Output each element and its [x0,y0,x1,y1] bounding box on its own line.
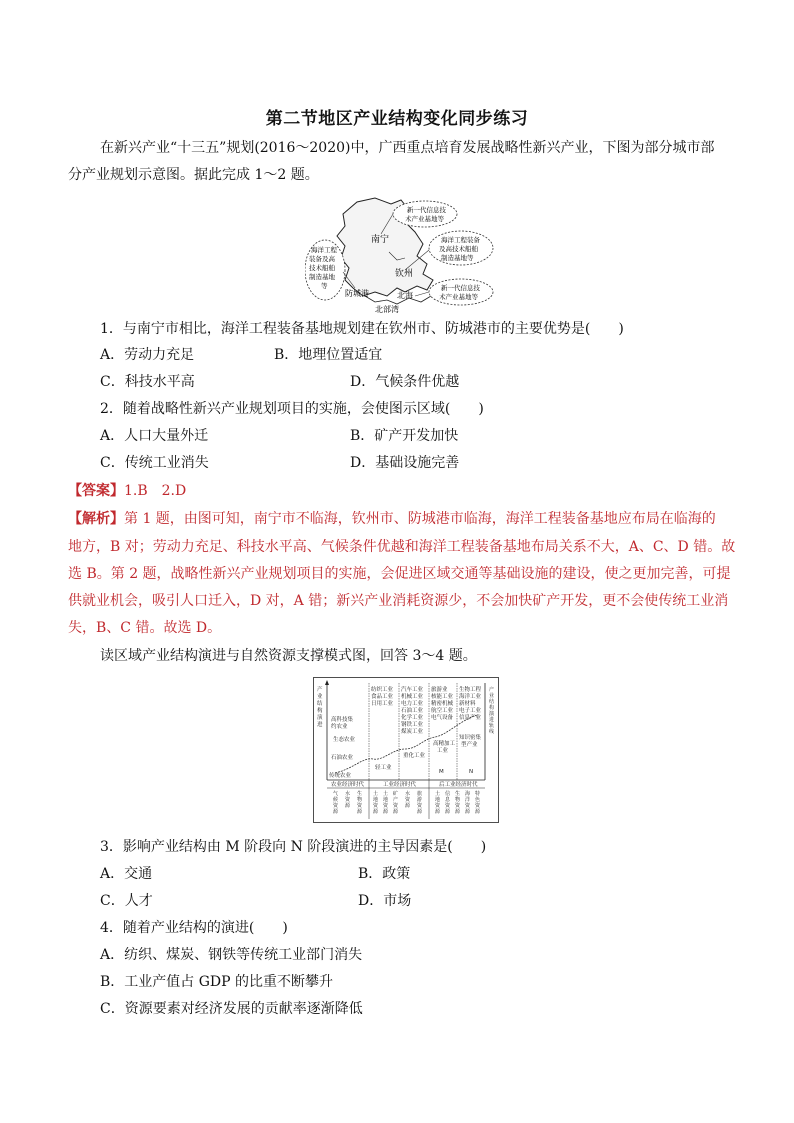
col3-item-8: 重化工业 [403,753,426,759]
col5-item-1: 生物工程 [459,687,482,693]
map-city-beibuwan: 北部湾 [375,305,399,314]
resource-col-4-char-4: 源 [373,809,379,815]
map-callout-1 [393,201,457,227]
era-industrial: 工业经济时代 [383,782,417,788]
map-callout-4-line2: 术产业基地等 [439,293,478,301]
col1-item-4: 石油农业 [331,755,354,761]
resource-col-5-char-3: 资 [383,803,389,809]
map-callout-2-line2: 及高技术船舶 [439,245,478,253]
col5-item-4: 电子工业 [459,708,482,714]
map-callout-4-line1: 新一代信息技 [441,284,480,292]
resource-col-12-char-1: 海 [465,791,471,797]
right-axis-char-7: 轨 [489,723,495,729]
resource-col-5-char-4: 源 [383,809,389,815]
resource-col-12-char-3: 资 [465,803,471,809]
resource-col-7-char-3: 源 [405,803,411,809]
analysis-line-1 [68,508,716,528]
col4-item-3: 精密机械 [431,701,454,707]
era-agriculture: 农业经济时代 [331,782,365,788]
col1-item-2: 约农业 [331,724,348,730]
map-callout-1-line2: 术产业基地等 [405,215,444,223]
answer-text: 1.B 2.D [124,483,187,499]
analysis-line-5: 失，B、C 错。故选 D。 [68,620,222,636]
resource-col-11-char-3: 资 [455,803,461,809]
answer-line [68,480,186,500]
col1-item-1: 高科技集 [331,717,354,723]
col4-stage-m: M [439,769,444,775]
resource-col-11-char-4: 源 [455,809,461,815]
resource-col-6-char-2: 产 [393,797,399,803]
resource-col-5-char-2: 地 [383,797,389,803]
map-city-fangchenggang: 防城港 [345,289,369,298]
analysis-label: 【解析】 [68,511,124,527]
col5-item-2: 海洋工业 [459,694,482,700]
resource-col-6-char-4: 源 [393,809,399,815]
col4-item-2: 核能工业 [431,694,454,700]
map-callout-3-line4: 制造基地 [309,273,335,281]
q2-option-d: D．基础设施完善 [350,455,460,471]
resource-col-13-char-2: 色 [475,797,481,803]
resource-col-11-char-2: 物 [455,797,461,803]
col1-item-5: 传统农业 [329,773,352,779]
era-post-industrial: 后工业经济时代 [439,782,478,788]
analysis-line-2: 地方，B 对；劳动力充足、科技水平高、气候条件优越和海洋工程装备基地布局关系不大，A、C、D 错。故 [68,539,736,555]
map-city-nanning: 南宁 [371,235,390,245]
resource-col-11-char-1: 生 [455,791,461,797]
q3-option-d: D．市场 [358,893,412,909]
col1-item-3: 生态农业 [333,737,356,743]
col2-item-4: 轻工业 [375,765,392,771]
industrial-structure-diagram [313,677,499,823]
q3-stem: 3．影响产业结构由 M 阶段向 N 阶段演进的主导因素是( ) [100,839,487,855]
resource-col-3-char-2: 物 [357,797,363,803]
map-city-beihai: 北海 [397,291,413,300]
col2-item-1: 纺织工业 [371,687,394,693]
resource-col-7-char-2: 资 [405,797,411,803]
right-axis-char-2: 业 [489,693,495,699]
y-axis-char-5: 演 [317,715,323,721]
resource-col-8-char-4: 源 [417,809,423,815]
col3-item-6: 钢铁工业 [401,722,424,728]
right-axis-char-8: 线 [489,729,495,735]
col3-item-5: 化学工业 [401,715,424,721]
intro-line-1: 在新兴产业“十三五”规划(2016～2020)中，广西重点培育发展战略性新兴产业，下图为部分城市部 [100,140,715,156]
col5-item-3: 新材料 [459,701,476,707]
resource-col-10-char-4: 源 [445,809,451,815]
resource-col-13-char-1: 特 [475,791,481,797]
q3-option-c: C．人才 [100,893,153,909]
col3-item-2: 机械工业 [401,694,424,700]
resource-col-9-char-1: 土 [435,791,441,797]
col4-item-1: 旅游业 [431,687,448,693]
q1-option-b: B．地理位置适宜 [274,347,383,363]
right-axis-char-3: 结 [489,699,495,705]
q2-option-a: A．人口大量外迁 [100,428,209,444]
intro-line-2: 分产业规划示意图。据此完成 1～2 题。 [68,167,319,183]
answer-label: 【答案】 [68,483,124,499]
map-callout-1-line1: 新一代信息技 [407,206,446,214]
map-callout-3-line1: 海洋工程 [311,246,337,254]
col3-item-4: 石油工业 [401,708,424,714]
map-callout-4 [429,279,493,305]
resource-col-4-char-1: 土 [373,791,379,797]
intro2-line: 读区域产业结构演进与自然资源支撑模式图，回答 3～4 题。 [100,648,477,664]
map-callout-2-line1: 海洋工程装备 [441,236,480,244]
y-axis-char-6: 进 [317,722,323,728]
q4-option-a: A．纺织、煤炭、钢铁等传统工业部门消失 [100,947,363,963]
resource-col-9-char-3: 资 [435,803,441,809]
analysis-line-4: 供就业机会，吸引人口迁入，D 对，A 错；新兴产业消耗资源少，不会加快矿产开发，更不会使传统工业消 [68,593,729,609]
q1-option-a: A．劳动力充足 [100,347,195,363]
map-callout-3-line5: 等 [321,282,328,290]
col5-item-6: 知识密集 [459,735,482,741]
map-callout-2-line3: 制造基地等 [441,254,474,262]
col4-item-5: 电气设备 [431,715,454,721]
resource-col-10-char-2: 息 [445,797,451,803]
resource-col-13-char-3: 资 [475,803,481,809]
col5-stage-n: N [469,769,474,775]
resource-col-8-char-2: 游 [417,797,423,803]
resource-col-13-char-4: 源 [475,809,481,815]
right-axis-char-6: 进 [489,717,495,723]
resource-col-8-char-1: 旅 [417,791,423,797]
analysis-line-3: 选 B。第 2 题，战略性新兴产业规划项目的实施，会促进区域交通等基础设施的建设，使之更加完善，可提 [68,566,731,582]
col5-item-7: 型产业 [461,742,478,748]
resource-col-3-char-3: 资 [357,803,363,809]
col5-item-5: 信息产业 [459,715,482,721]
resource-col-12-char-2: 洋 [465,797,471,803]
resource-col-12-char-4: 源 [465,809,471,815]
map-callout-3-line3: 技术船舶 [309,264,335,272]
resource-col-2-char-2: 资 [345,797,351,803]
page-title: 第二节地区产业结构变化同步练习 [265,109,529,129]
resource-col-8-char-3: 资 [417,803,423,809]
right-axis-char-5: 演 [489,711,495,717]
resource-col-10-char-1: 信 [445,791,451,797]
q1-stem: 1．与南宁市相比，海洋工程装备基地规划建在钦州市、防城港市的主要优势是( ) [100,321,624,337]
analysis-text-1: 第 1 题，由图可知，南宁市不临海，钦州市、防城港市临海，海洋工程装备基地应布局在临海的 [124,511,716,527]
col3-item-7: 煤炭工业 [401,729,424,735]
q4-option-b: B．工业产值占 GDP 的比重不断攀升 [100,974,334,990]
guangxi-map-figure [305,192,495,320]
resource-col-1-char-4: 源 [333,809,339,815]
q2-option-b: B．矿产开发加快 [350,428,459,444]
col4-item-4: 航空工业 [431,708,454,714]
resource-col-1-char-3: 资 [333,803,339,809]
y-axis-char-2: 业 [317,694,323,700]
q2-option-c: C．传统工业消失 [100,455,209,471]
resource-col-10-char-3: 资 [445,803,451,809]
q4-option-c: C．资源要素对经济发展的贡献率逐渐降低 [100,1001,363,1017]
y-axis-char-1: 产 [317,687,323,693]
right-axis-char-4: 构 [489,705,495,711]
resource-col-3-char-4: 源 [357,809,363,815]
resource-col-3-char-1: 生 [357,791,363,797]
col3-item-1: 汽车工业 [401,687,424,693]
q3-option-a: A．交通 [100,866,153,882]
col2-item-2: 食品工业 [371,694,394,700]
resource-col-2-char-3: 源 [345,803,351,809]
q4-stem: 4．随着产业结构的演进( ) [100,920,288,936]
col2-item-3: 日用工业 [371,701,394,707]
resource-col-6-char-1: 矿 [393,791,399,797]
map-city-qinzhou: 钦州 [395,269,414,279]
resource-col-9-char-2: 地 [435,797,441,803]
q2-stem: 2．随着战略性新兴产业规划项目的实施，会使图示区域( ) [100,401,484,417]
resource-col-7-char-1: 水 [405,791,411,797]
resource-col-2-char-1: 水 [345,791,351,797]
resource-col-6-char-3: 资 [393,803,399,809]
resource-col-4-char-3: 资 [373,803,379,809]
q1-option-d: D．气候条件优越 [350,374,460,390]
col3-item-3: 电力工业 [401,701,424,707]
q3-option-b: B．政策 [358,866,411,882]
resource-col-1-char-2: 候 [333,797,339,803]
y-axis-char-4: 构 [317,708,323,714]
resource-col-5-char-1: 土 [383,791,389,797]
map-callout-3-line2: 装备及高 [309,255,335,263]
col4-item-7: 工业 [437,748,449,754]
y-axis-char-3: 结 [317,701,323,707]
right-axis-char-1: 产 [489,687,495,693]
resource-col-4-char-2: 地 [373,797,379,803]
col4-item-6: 高精加工 [433,741,456,747]
resource-col-9-char-4: 源 [435,809,441,815]
resource-col-1-char-1: 气 [333,791,339,797]
q1-option-c: C．科技水平高 [100,374,195,390]
